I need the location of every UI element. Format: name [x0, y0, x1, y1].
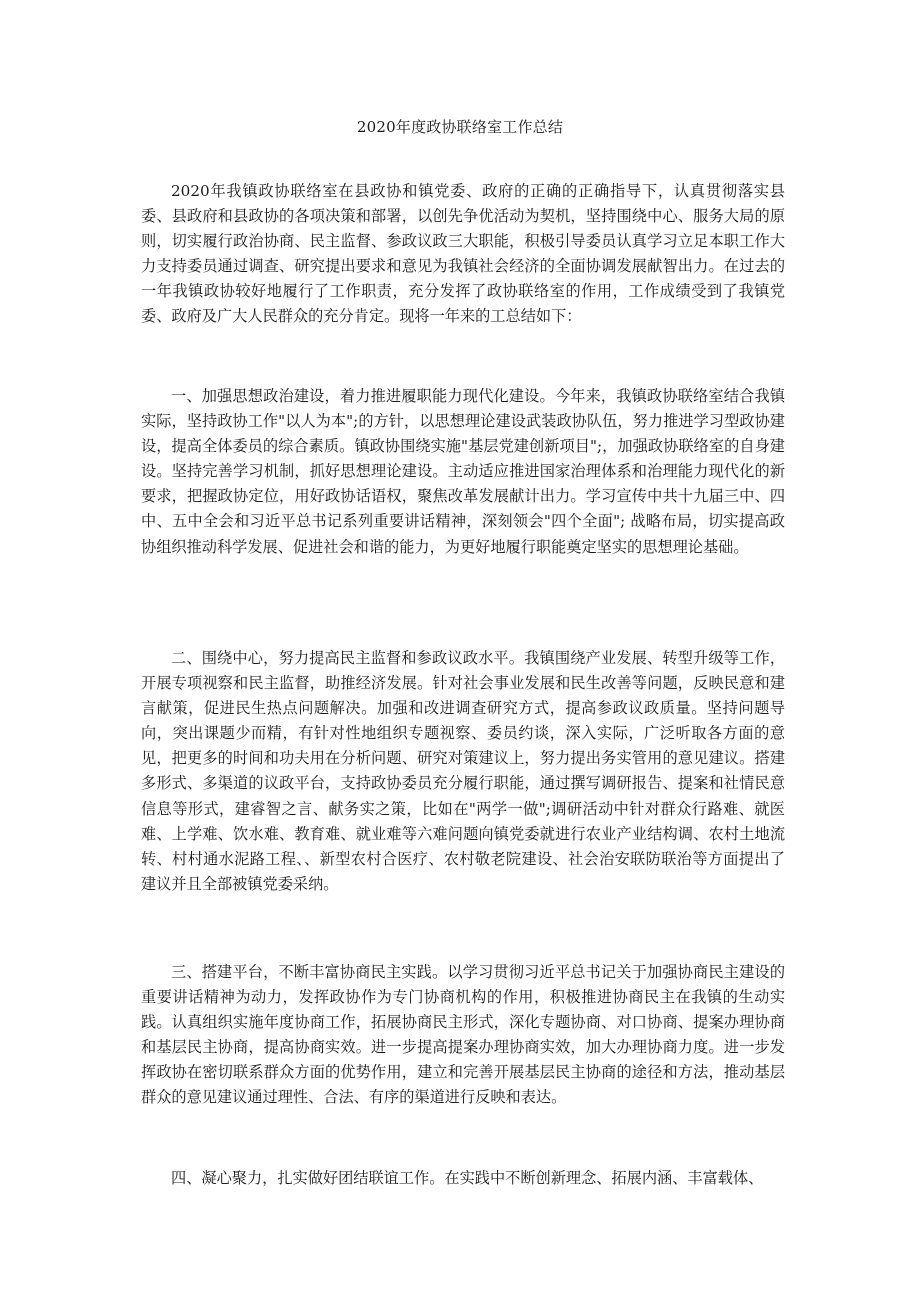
document-title: 2020年度政协联络室工作总结 [356, 118, 564, 136]
section-3-paragraph: 三、搭建平台，不断丰富协商民主实践。以学习贯彻习近平总书记关于加强协商民主建设的重要讲话精神为动力，发挥政协作为专门协商机构的作用，积极推进协商民主在我镇的生动实践。认真组织实施年度协商工作，拓展协商民主形式，深化专题协商、对口协商、提案办理协商和基层民主协商，提高协商实效。进一步提高提案办理协商实效，加大办理协商力度。进一步发挥政协在密切联系群众方面的优势作用，建立和完善开展基层民主协商的途径和方法，推动基层群众的意见建议通过理性、合法、有序的渠道进行反映和表达。 [141, 963, 785, 1107]
intro-paragraph: 2020年我镇政协联络室在县政协和镇党委、政府的正确的正确指导下，认真贯彻落实县委、县政府和县政协的各项决策和部署，以创先争优活动为契机，坚持围绕中心、服务大局的原则，切实履行政治协商、民主监督、参政议政三大职能，积极引导委员认真学习立足本职工作大力支持委员通过调查、研究提出要求和意见为我镇社会经济的全面协调发展献智出力。在过去的一年我镇政协较好地履行了工作职责，充分发挥了政协联络室的作用，工作成绩受到了我镇党委、政府及广大人民群众的充分肯定。现将一年来的工总结如下： [141, 182, 785, 326]
section-2-paragraph: 二、围绕中心，努力提高民主监督和参政议政水平。我镇围绕产业发展、转型升级等工作，开展专项视察和民主监督，助推经济发展。针对社会事业发展和民生改善等问题，反映民意和建言献策，促进民生热点问题解决。加强和改进调查研究方式，提高参政议政质量。坚持问题导向，突出课题少而精，有针对性地组织专题视察、委员约谈，深入实际，广泛听取各方面的意见，把更多的时间和功夫用在分析问题、研究对策建议上，努力提出务实管用的意见建议。搭建多形式、多渠道的议政平台，支持政协委员充分履行职能，通过撰写调研报告、提案和社情民意信息等形式，建睿智之言、献务实之策，比如在"两学一做";调研活动中针对群众行路难、就医难、上学难、饮水难、教育难、就业难等六难问题向镇党委就进行农业产业结构调、农村土地流转、村村通水泥路工程、、新型农村合医疗、农村敬老院建设、社会治安联防联治等方面提出了建议并且全部被镇党委采纳。 [141, 649, 785, 893]
section-4-paragraph: 四、凝心聚力，扎实做好团结联谊工作。在实践中不断创新理念、拓展内涵、丰富载体、 [171, 1169, 764, 1187]
section-1-paragraph: 一、加强思想政治建设，着力推进履职能力现代化建设。今年来，我镇政协联络室结合我镇实际，坚持政协工作"以人为本";的方针，以思想理论建设武装政协队伍，努力推进学习型政协建设，提高全体委员的综合素质。镇政协围绕实施"基层党建创新项目";，加强政协联络室的自身建设。坚持完善学习机制，抓好思想理论建设。主动适应推进国家治理体系和治理能力现代化的新要求，把握政协定位，用好政协话语权，聚焦改革发展献计出力。学习宣传中共十九届三中、四中、五中全会和习近平总书记系列重要讲话精神，深刻领会"四个全面"; 战略布局，切实提高政协组织推动科学发展、促进社会和谐的能力，为更好地履行职能奠定坚实的思想理论基础。 [141, 387, 785, 556]
